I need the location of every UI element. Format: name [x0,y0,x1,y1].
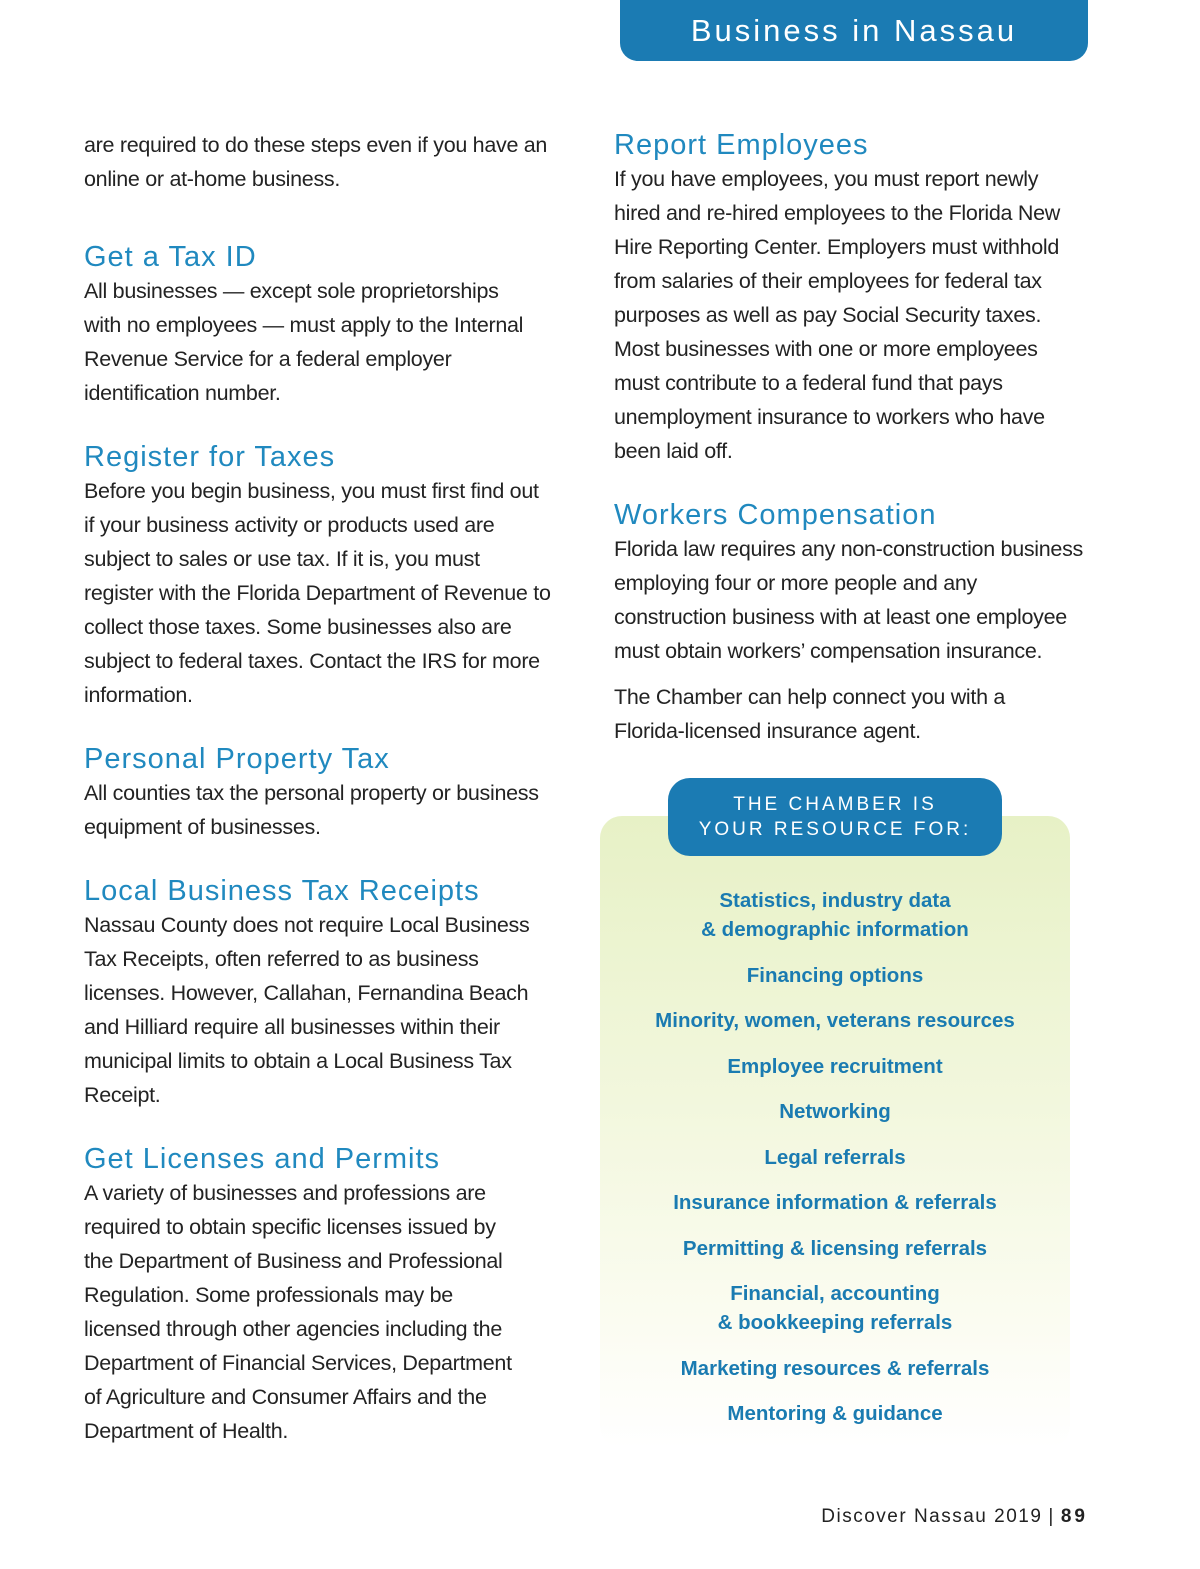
section-heading: Get a Tax ID [84,241,257,273]
resource-box-title [668,778,1002,856]
section-header-tab [620,0,1088,61]
section-body: Before you begin business, you must first find out if your business activity or products used are subject to sales or use tax. If it is, you must register with the Florida Department of Revenue to collect those taxes. Some businesses also are subject to federal taxes. Contact the IRS for more information. [84,479,551,707]
footer-separator: | [1048,1506,1055,1527]
section-title: Business in Nassau [690,12,1018,48]
section-register-taxes [84,440,564,712]
section-heading: Register for Taxes [84,441,336,473]
section-heading: Get Licenses and Permits [84,1143,441,1175]
section-heading: Local Business Tax Receipts [84,875,480,907]
resource-item: Legal referrals [764,1145,906,1169]
resource-item: Financial, accounting & bookkeeping referrals [717,1282,953,1334]
resource-box-title-line1: THE CHAMBER IS [733,794,937,815]
section-body-secondary: The Chamber can help connect you with a Florida-licensed insurance agent. [614,685,1006,743]
section-body: If you have employees, you must report newly hired and re-hired employees to the Florida New Hire Reporting Center. Employers must withhold from salaries of their employees for federal tax purposes as well as pay Social Security taxes. Most businesses with one or more employees must contribute to a federal fund that pays unemployment insurance to workers who have been laid off. [614,167,1060,463]
resource-item: Networking [779,1100,891,1123]
resource-item: Insurance information & referrals [673,1191,997,1214]
section-tax-id [84,240,564,410]
section-body: Nassau County does not require Local Business Tax Receipts, often referred to as business licenses. However, Callahan, Fernandina Beach and Hilliard require all businesses within their municipal limits to obtain a Local Business Tax Receipt. [84,913,530,1107]
left-column [84,128,564,1448]
resource-item: Mentoring & guidance [727,1402,943,1425]
resource-list [600,886,1070,1445]
section-heading: Personal Property Tax [84,743,390,775]
section-heading: Workers Compensation [614,499,937,531]
section-licenses-permits [84,1142,564,1448]
section-body: Florida law requires any non-construction business employing four or more people and any construction business with at least one employee must obtain workers’ compensation insurance. [614,537,1083,663]
section-body: All counties tax the personal property or business equipment of businesses. [84,781,539,839]
section-heading: Report Employees [614,129,869,161]
section-local-business-tax [84,874,564,1112]
resource-item: Permitting & licensing referrals [682,1236,988,1260]
publication-name: Discover Nassau 2019 [821,1506,1043,1527]
resource-item: Minority, women, veterans resources [655,1009,1015,1032]
resource-item: Employee recruitment [727,1054,943,1078]
resource-item: Marketing resources & referrals [680,1356,990,1380]
section-workers-compensation [614,498,1094,748]
section-body: All businesses — except sole proprietorships with no employees — must apply to the Internal Revenue Service for a federal employer identification number. [84,279,524,405]
resource-item: Financing options [746,963,924,987]
page-footer [821,1506,1088,1528]
section-report-employees [614,128,1094,468]
page-number: 89 [1060,1506,1088,1527]
right-column [614,128,1094,748]
resource-item: Statistics, industry data & demographic information [701,889,969,941]
section-body: A variety of businesses and professions are required to obtain specific licenses issued by the Department of Business and Professional Regulation. Some professionals may be licensed through other agencies including the Department of Financial Services, Department of Agriculture and Consumer Affairs and the Department of Health. [84,1181,512,1443]
resource-box-title-line2: YOUR RESOURCE FOR: [698,819,972,840]
section-personal-property-tax [84,742,564,844]
intro-paragraph: are required to do these steps even if you have an online or at-home business. [84,133,548,191]
